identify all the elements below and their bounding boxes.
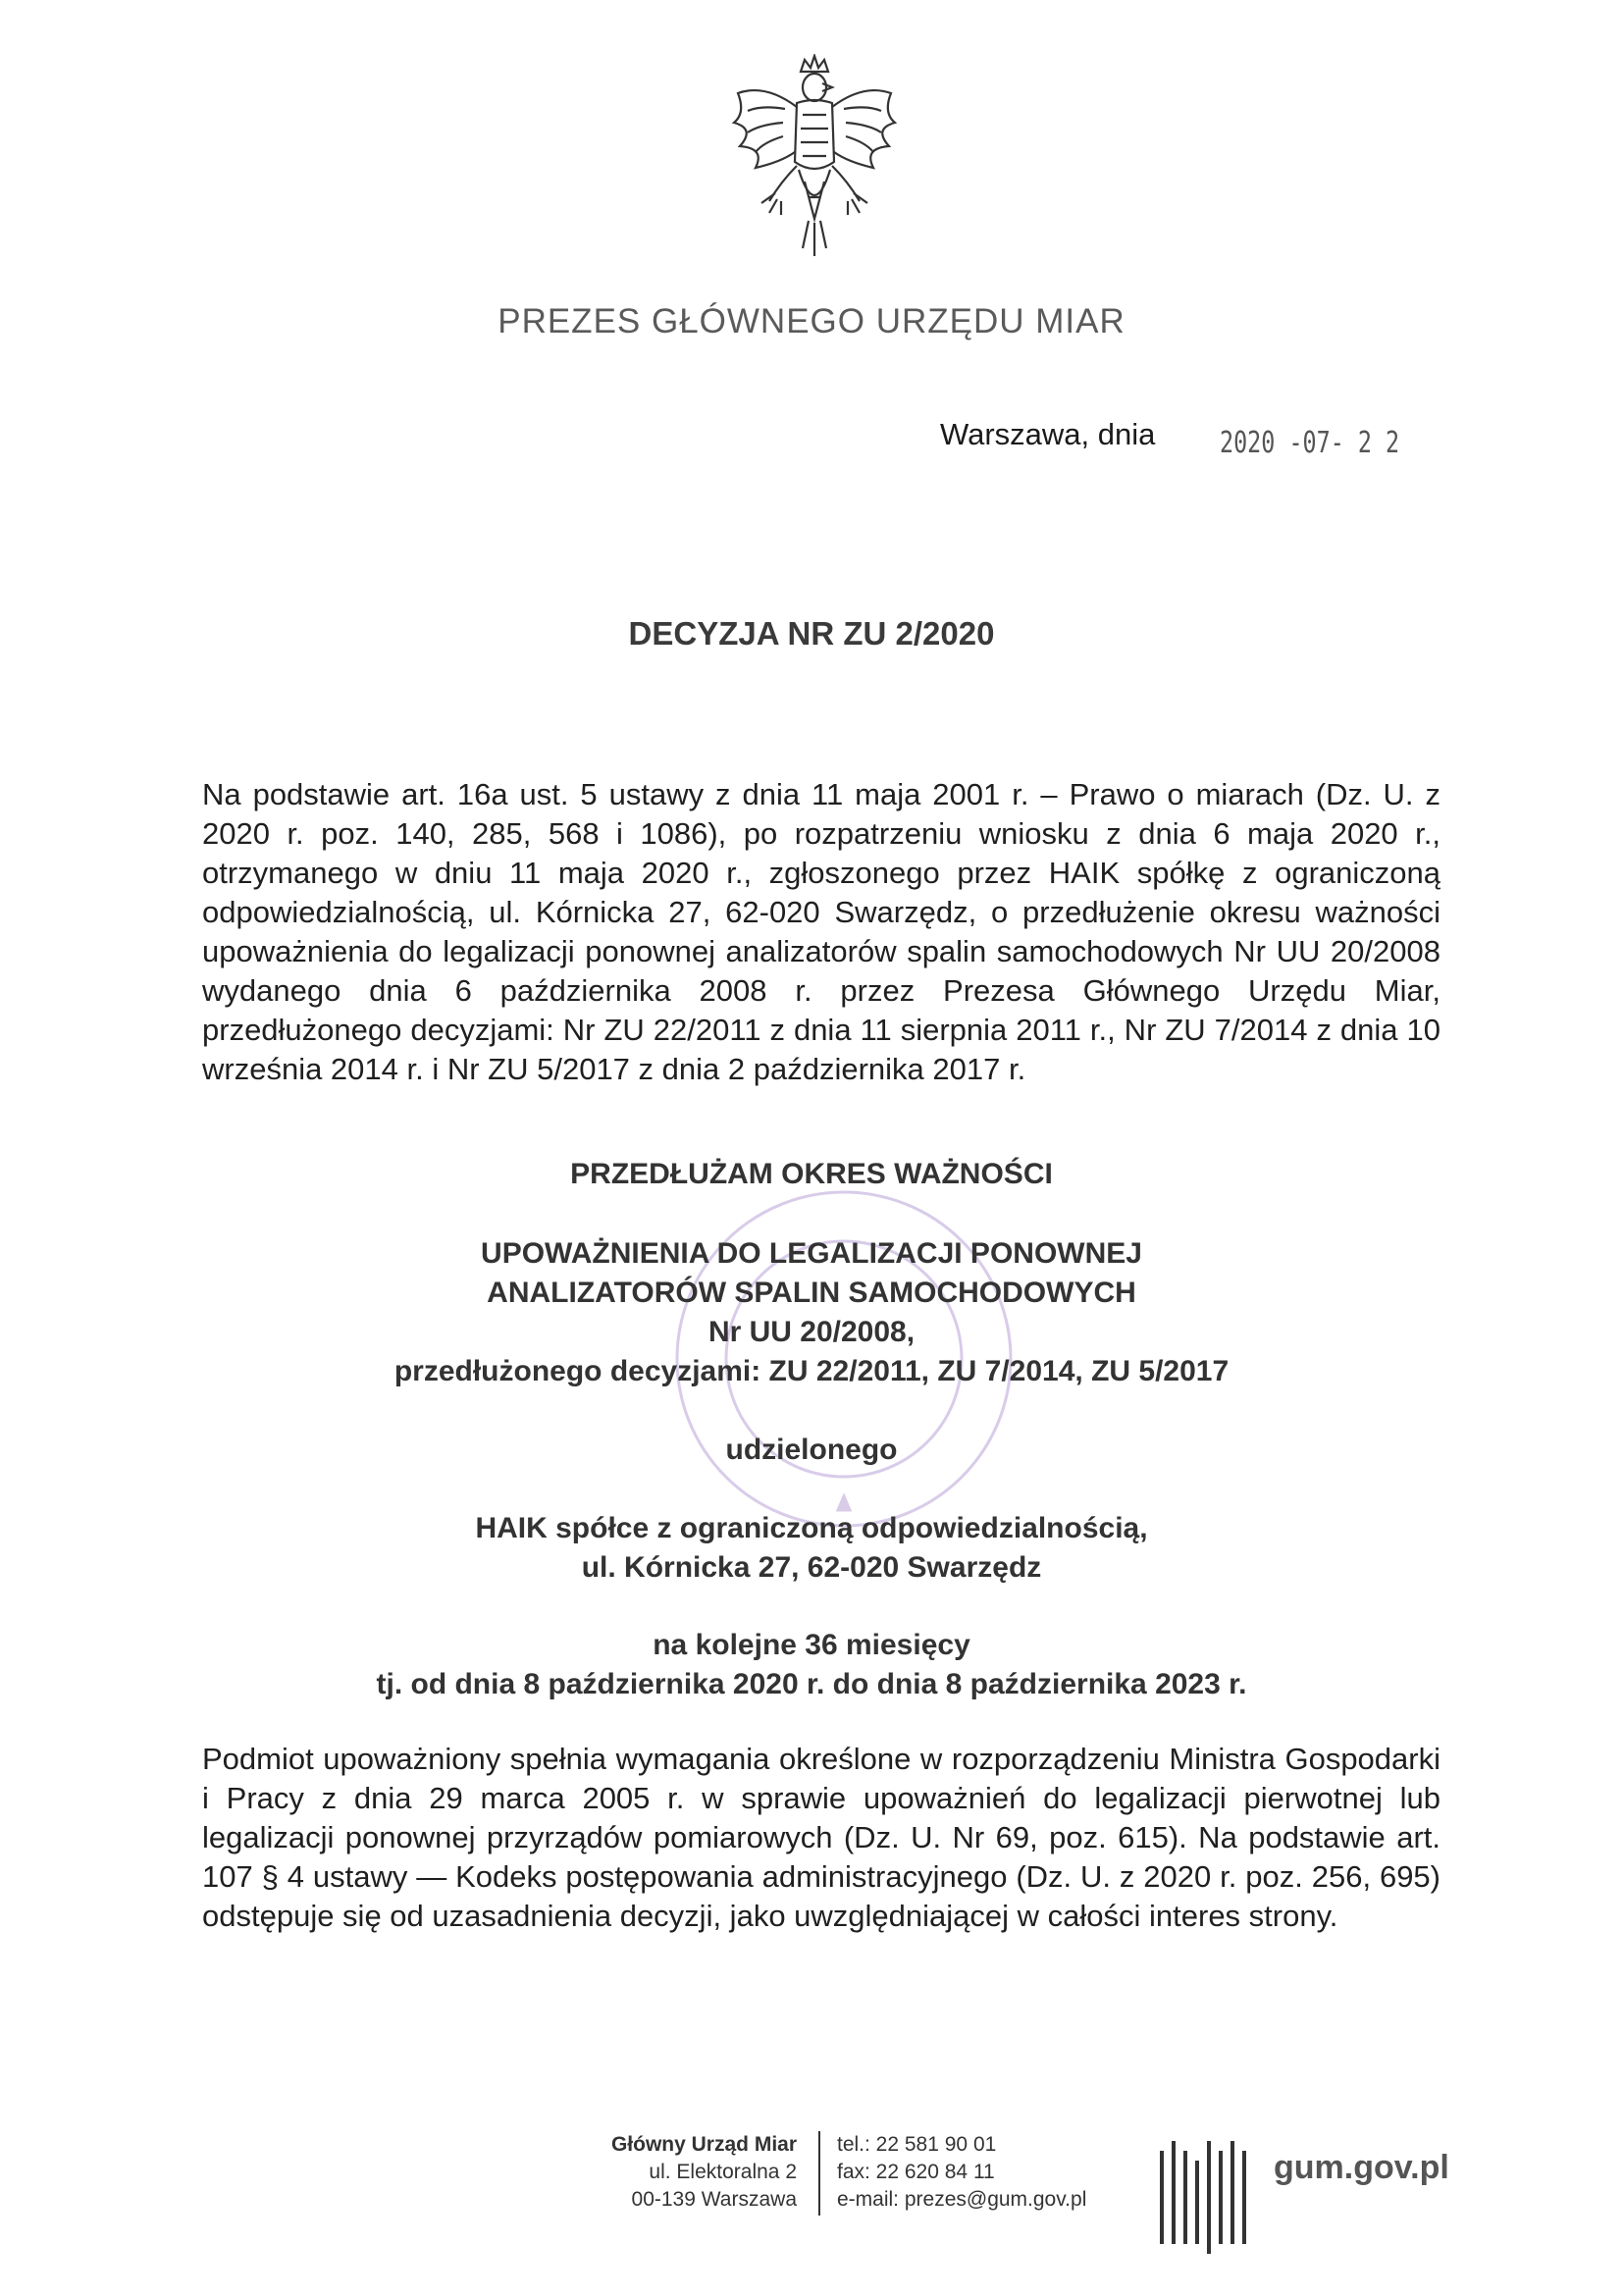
company-block (0, 1509, 1623, 1588)
extension-decisions: przedłużonego decyzjami: ZU 22/2011, ZU 7/2014, ZU 5/2017 (393, 1355, 1230, 1387)
footer-address (611, 2131, 797, 2214)
footer-street: ul. Elektoralna 2 (649, 2161, 797, 2183)
decision-subject-line: UPOWAŻNIENIA DO LEGALIZACJI PONOWNEJ (481, 1237, 1142, 1270)
footer-email[interactable]: e-mail: prezes@gum.gov.pl (837, 2188, 1087, 2211)
decision-subject-line: ANALIZATORÓW SPALIN SAMOCHODOWYCH (487, 1277, 1136, 1309)
authorization-number: Nr UU 20/2008, (707, 1316, 916, 1348)
barcode-logo-icon (1160, 2141, 1250, 2254)
period-duration: na kolejne 36 miesięcy (653, 1629, 970, 1661)
decision-title: DECYZJA NR ZU 2/2020 (628, 615, 995, 652)
footer-divider (818, 2131, 820, 2216)
company-address: ul. Kórnicka 27, 62-020 Swarzędz (581, 1551, 1042, 1584)
closing-paragraph: Podmiot upoważniony spełnia wymagania określone w rozporządzeniu Ministra Gospodarki i Pracy z dnia 29 marca 2005 r. w sprawie upoważnień do legalizacji pierwotnej lub legalizacji ponownej przyrządów pomiarowych (Dz. U. Nr 69, poz. 615). Na podstawie art. 107 § 4 ustawy — Kodeks postępowania administracyjnego (Dz. U. z 2020 r. poz. 256, 695) odstępuje się od uzasadnienia decyzji, jako uwzględniającej w całości interes strony. (202, 1742, 1440, 1933)
granted-word: udzielonego (725, 1434, 898, 1466)
company-name: HAIK spółce z ograniczoną odpowiedzialnością, (475, 1512, 1148, 1544)
decision-subject (0, 1234, 1623, 1391)
footer-city: 00-139 Warszawa (631, 2188, 797, 2211)
period-dates: tj. od dnia 8 października 2020 r. do dnia 8 października 2023 r. (376, 1668, 1247, 1700)
date-stamp: 2020 -07- 2 2 (1220, 426, 1400, 460)
footer-org-name: Główny Urząd Miar (610, 2133, 797, 2156)
issuing-authority: PREZES GŁÓWNEGO URZĘDU MIAR (497, 302, 1126, 340)
footer (0, 2131, 1623, 2249)
validity-period (0, 1626, 1623, 1704)
footer-fax: fax: 22 620 84 11 (837, 2161, 995, 2183)
polish-eagle-emblem-icon (726, 54, 903, 265)
decision-heading: PRZEDŁUŻAM OKRES WAŻNOŚCI (570, 1158, 1053, 1190)
footer-tel: tel.: 22 581 90 01 (837, 2133, 997, 2156)
date-label: Warszawa, dnia (940, 417, 1156, 451)
footer-website[interactable]: gum.gov.pl (1274, 2149, 1449, 2186)
footer-contact (837, 2131, 1086, 2214)
legal-basis-paragraph: Na podstawie art. 16a ust. 5 ustawy z dnia 11 maja 2001 r. – Prawo o miarach (Dz. U. z 2020 r. poz. 140, 285, 568 i 1086), po rozpatrzeniu wniosku z dnia 6 maja 2020 r., otrzymanego w dniu 11 maja 2020 r., zgłoszonego przez HAIK spółkę z ograniczoną odpowiedzialnością, ul. Kórnicka 27, 62-020 Swarzędz, o przedłużenie okresu ważności upoważnienia do legalizacji ponownej analizatorów spalin samochodowych Nr UU 20/2008 wydanego dnia 6 października 2008 r. przez Prezesa Głównego Urzędu Miar, przedłużonego decyzjami: Nr ZU 22/2011 z dnia 11 sierpnia 2011 r., Nr ZU 7/2014 z dnia 10 września 2014 r. i Nr ZU 5/2017 z dnia 2 października 2017 r. (202, 777, 1440, 1086)
